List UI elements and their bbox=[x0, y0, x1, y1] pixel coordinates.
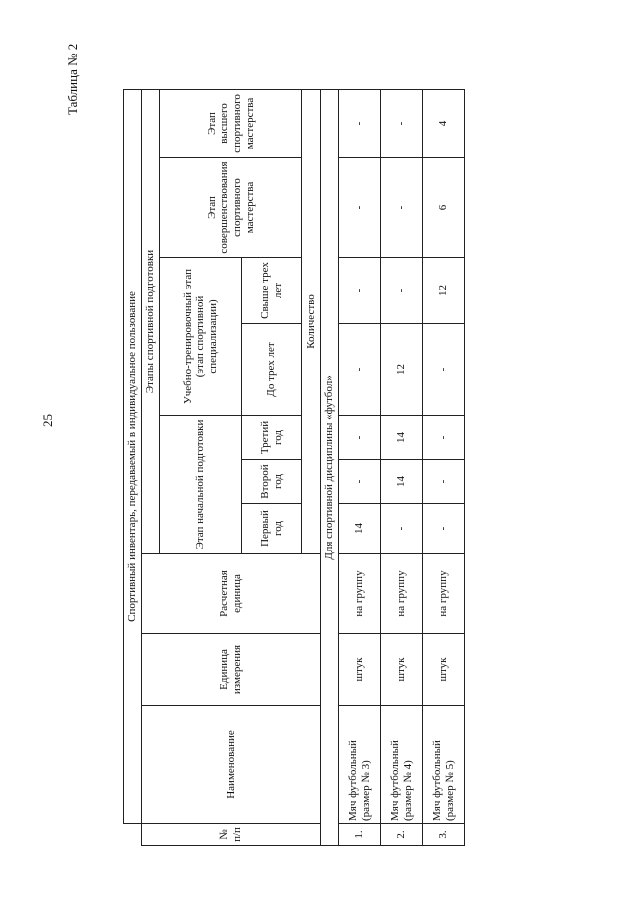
sub-over-three: Свыше трех лет bbox=[241, 258, 302, 324]
stage-initial-header: Этап начальной подготовки bbox=[160, 416, 241, 554]
discipline-label: Для спортивной дисциплины «футбол» bbox=[320, 89, 339, 845]
row-value: - bbox=[339, 460, 381, 504]
row-value: - bbox=[423, 324, 465, 416]
row-name: Мяч футбольный (размер № 3) bbox=[339, 706, 381, 824]
row-value: - bbox=[381, 158, 423, 258]
table-row bbox=[381, 89, 423, 845]
row-unit: штук bbox=[423, 634, 465, 706]
row-value: 4 bbox=[423, 89, 465, 157]
sub-up-to-three: До трех лет bbox=[241, 324, 302, 416]
table-row bbox=[423, 89, 465, 845]
table-row bbox=[339, 89, 381, 845]
inventory-table bbox=[123, 89, 465, 846]
row-calc: на группу bbox=[423, 554, 465, 634]
col-unit-header: Единица измерения bbox=[142, 634, 320, 706]
row-value: - bbox=[339, 258, 381, 324]
row-num: 1. bbox=[339, 824, 381, 846]
quantity-label: Количество bbox=[302, 89, 320, 553]
row-unit: штук bbox=[381, 634, 423, 706]
row-value: 14 bbox=[339, 504, 381, 554]
row-value: 12 bbox=[423, 258, 465, 324]
sub-first-year: Первый год bbox=[241, 504, 302, 554]
sub-third-year: Третий год bbox=[241, 416, 302, 460]
row-value: - bbox=[339, 158, 381, 258]
row-name: Мяч футбольный (размер № 5) bbox=[423, 706, 465, 824]
row-value: 12 bbox=[381, 324, 423, 416]
row-value: 6 bbox=[423, 158, 465, 258]
stage-training-header: Учебно-тренировочный этап (этап спортивной специализации) bbox=[160, 258, 241, 416]
row-value: - bbox=[339, 324, 381, 416]
row-value: - bbox=[423, 416, 465, 460]
row-calc: на группу bbox=[339, 554, 381, 634]
stage-higher-header: Этап высшего спортивного мастерства bbox=[160, 89, 302, 157]
row-value: - bbox=[381, 258, 423, 324]
row-num: 2. bbox=[381, 824, 423, 846]
page-number: 25 bbox=[40, 414, 55, 427]
group-header: Спортивный инвентарь, передаваемый в индивидуальное пользование bbox=[124, 89, 142, 823]
row-value: - bbox=[339, 416, 381, 460]
row-value: - bbox=[423, 460, 465, 504]
row-value: 14 bbox=[381, 460, 423, 504]
col-calc-header: Расчетная единица bbox=[142, 554, 320, 634]
row-value: - bbox=[423, 504, 465, 554]
row-value: - bbox=[339, 89, 381, 157]
row-value: - bbox=[381, 504, 423, 554]
row-calc: на группу bbox=[381, 554, 423, 634]
sub-second-year: Второй год bbox=[241, 460, 302, 504]
row-unit: штук bbox=[339, 634, 381, 706]
col-name-header: Наименование bbox=[142, 706, 320, 824]
stages-header: Этапы спортивной подготовки bbox=[142, 89, 160, 553]
table-title: Таблица № 2 bbox=[65, 43, 80, 115]
col-num-header: № п/п bbox=[142, 824, 320, 846]
row-name: Мяч футбольный (размер № 4) bbox=[381, 706, 423, 824]
row-num: 3. bbox=[423, 824, 465, 846]
inventory-table-rotated bbox=[123, 90, 465, 846]
row-value: 14 bbox=[381, 416, 423, 460]
row-value: - bbox=[381, 89, 423, 157]
stage-improvement-header: Этап совершенствования спортивного мастерства bbox=[160, 158, 302, 258]
